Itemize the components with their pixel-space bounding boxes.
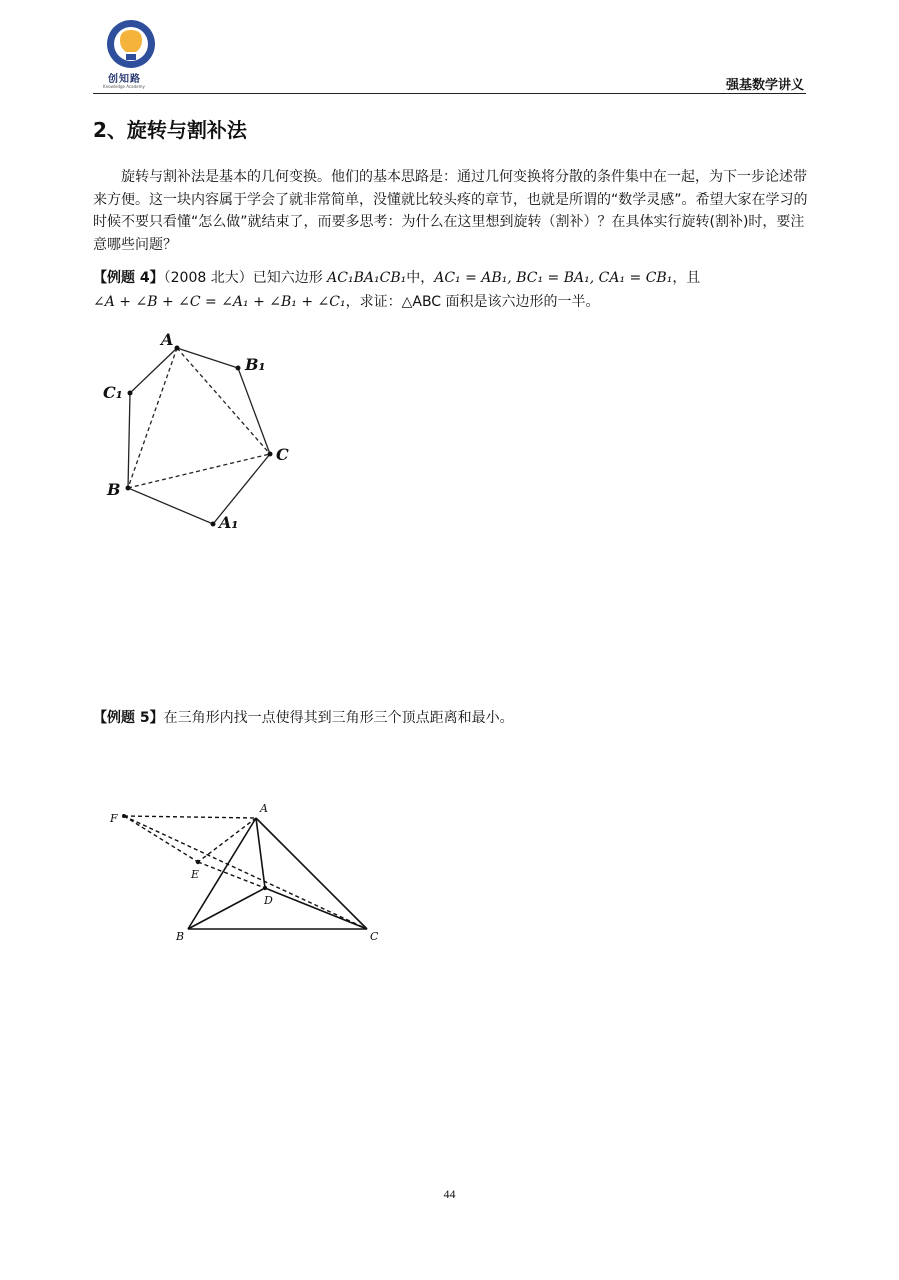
section-title: 2、旋转与割补法: [93, 118, 247, 142]
point-B: [126, 486, 131, 491]
label-F: F: [110, 812, 118, 825]
segment-FC: [124, 816, 367, 929]
example-5-text: 在三角形内找一点使得其到三角形三个顶点距离和最小。: [163, 710, 514, 726]
example-4-source: （2008 北大）: [163, 270, 253, 286]
label-A: A: [260, 802, 268, 815]
triangle-side-AB: [128, 348, 177, 488]
example-4-hexagon: AC₁BA₁CB₁: [327, 270, 407, 286]
label-A1: A₁: [219, 513, 239, 532]
logo-text: 创知路: [108, 74, 141, 85]
header-divider: [93, 93, 806, 94]
point-F: [122, 814, 126, 818]
segment-BD: [188, 888, 265, 929]
point-C1: [128, 391, 133, 396]
label-D: D: [264, 894, 273, 907]
label-B: B: [107, 480, 121, 499]
example-5: [93, 706, 808, 730]
logo-subtext: Knowledge Academy: [103, 84, 145, 89]
label-C: C: [276, 445, 289, 464]
segment-CD: [265, 888, 367, 929]
segment-ED: [198, 862, 265, 888]
example-4-text-b: 中，: [406, 270, 435, 286]
intro-paragraph: 旋转与割补法是基本的几何变换。他们的基本思路是：通过几何变换将分散的条件集中在一起，为下一步论述带来方便。这一块内容属于学会了就非常简单，没懂就比较头疼的章节，也就是所谓的“数学灵感”。希望大家在学习的时候不要只看懂“怎么做”就结束了，而要多思考：为什么在这里想到旋转（割补）？在具体实行旋转(割补)时，要注意哪些问题？: [93, 169, 808, 253]
example-4-tag: 【例题 4】: [93, 270, 164, 286]
point-A: [175, 346, 180, 351]
label-A: A: [161, 330, 174, 349]
example-4-angle-condition: ∠A + ∠B + ∠C = ∠A₁ + ∠B₁ + ∠C₁: [93, 294, 346, 310]
segment-AE: [198, 818, 256, 862]
segment-FE: [124, 816, 198, 862]
point-A1: [211, 522, 216, 527]
label-C: C: [370, 930, 379, 943]
example-4-text-d: ，求证：△ABC 面积是该六边形的一半。: [345, 294, 600, 310]
example-5-tag: 【例题 5】: [93, 710, 164, 726]
example-4-text-c: ，且: [672, 270, 701, 286]
example-4: [93, 266, 808, 314]
label-B1: B₁: [245, 355, 266, 374]
example-4-conditions: AC₁ = AB₁, BC₁ = BA₁, CA₁ = CB₁: [434, 270, 673, 286]
segment-AD: [256, 818, 265, 888]
hexagon-outline: [128, 348, 270, 524]
point-D: [263, 886, 267, 890]
point-B1: [236, 366, 241, 371]
label-E: E: [191, 868, 200, 881]
page-number: 44: [443, 1187, 456, 1201]
example-4-text-a: 已知六边形: [252, 270, 328, 286]
label-C1: C₁: [103, 383, 123, 402]
label-B: B: [176, 930, 185, 943]
segment-AC: [256, 818, 367, 929]
triangle-side-BC: [128, 454, 270, 488]
header-title: 强基数学讲义: [725, 78, 804, 93]
segment-FA: [124, 816, 256, 818]
hexagon-figure: [95, 328, 305, 538]
point-E: [196, 860, 200, 864]
point-C: [268, 452, 273, 457]
fermat-point-figure: [100, 798, 400, 948]
